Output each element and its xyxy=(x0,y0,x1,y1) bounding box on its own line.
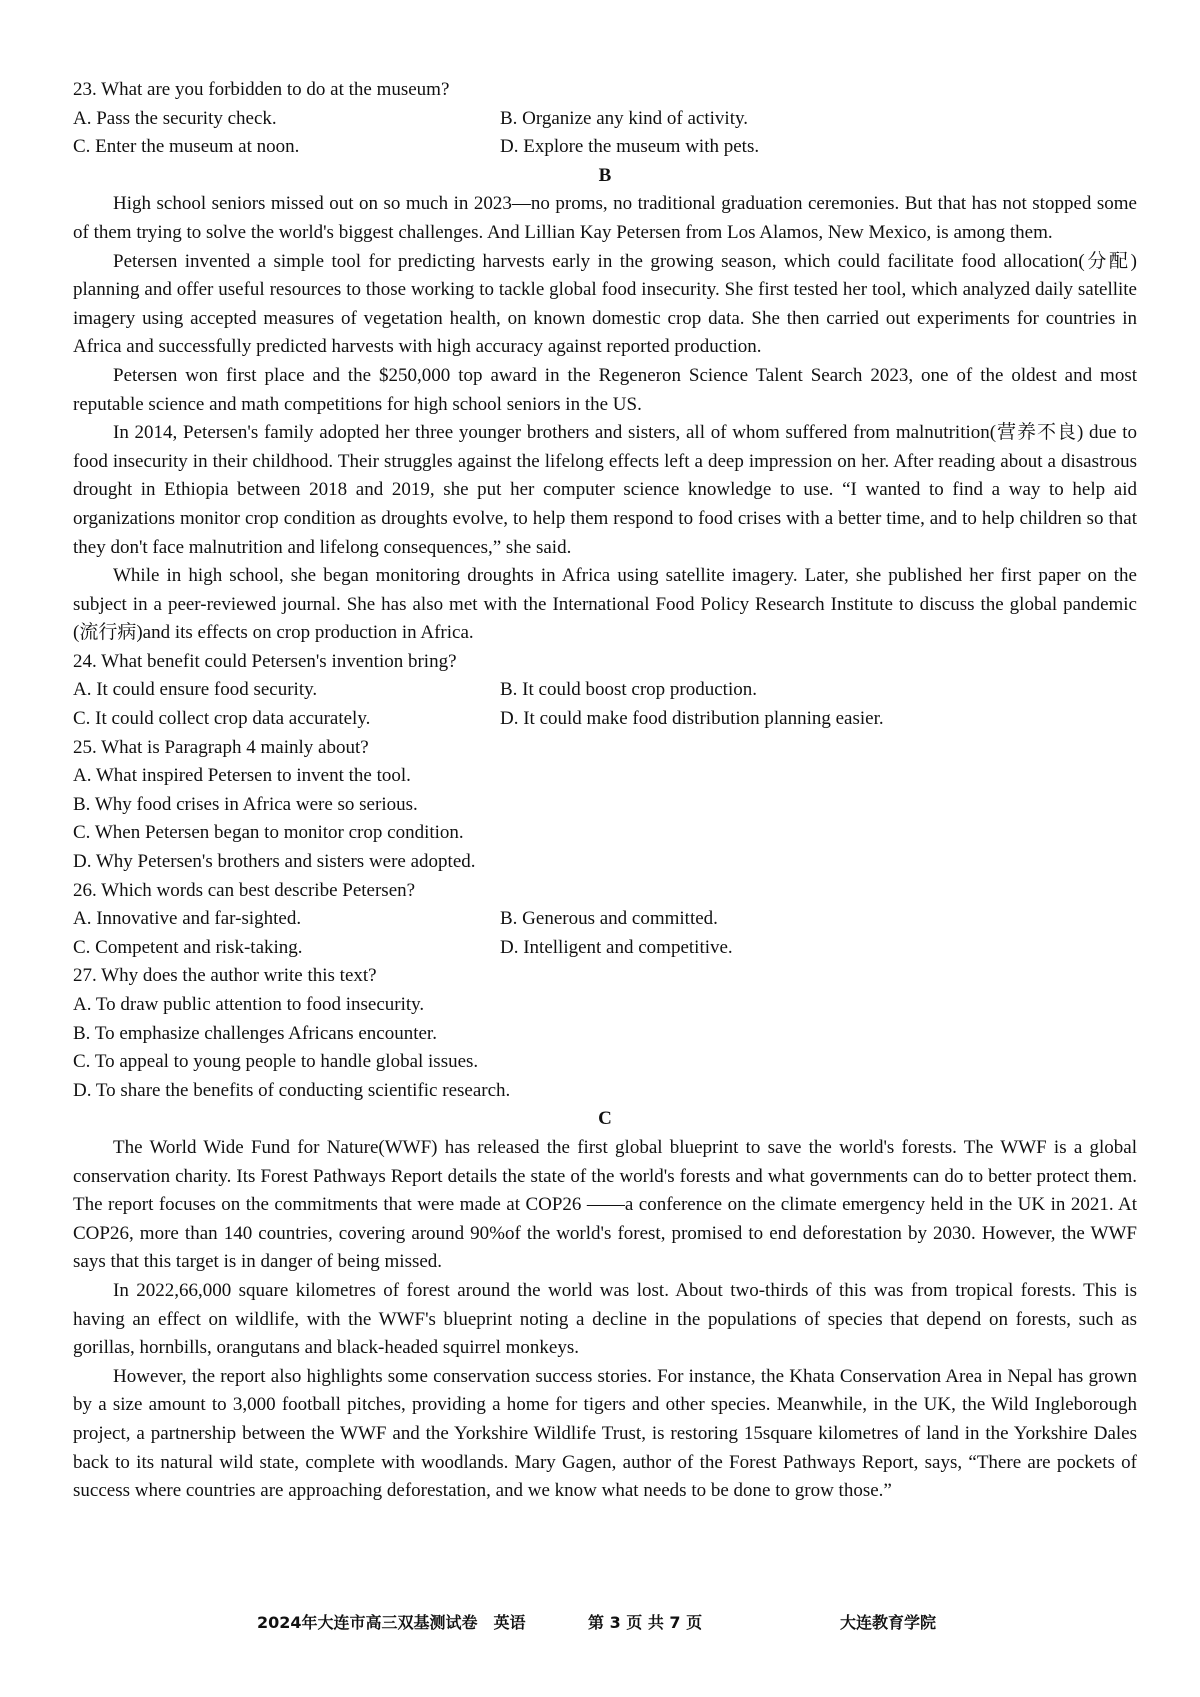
question-25-option-b: B. Why food crises in Africa were so serious. xyxy=(73,793,418,815)
question-25-option-a: A. What inspired Petersen to invent the tool. xyxy=(73,765,411,787)
question-23-option-a: A. Pass the security check. xyxy=(73,107,277,129)
question-24-option-b: B. It could boost crop production. xyxy=(500,679,757,701)
question-26-option-d: D. Intelligent and competitive. xyxy=(500,936,733,958)
section-c-paragraph-3: However, the report also highlights some conservation success stories. For instance, the Khata Conservation Area in Nepal has grown by a size amount to 3,000 football pitches, providing a home for tigers and other species. Meanwhile, in the UK, the Wild Ingleborough project, a partnership between the WWF and the Yorkshire Wildlife Trust, is restoring 15square kilometres of land in the Yorkshire Dales back to its natural wild state, complete with woodlands. Mary Gagen, author of the Forest Pathways Report, says, “There are pockets of success where countries are approaching deforestation, and we know what needs to be done to grow those.” xyxy=(73,1365,1137,1502)
question-24-stem: 24. What benefit could Petersen's invention bring? xyxy=(73,650,457,672)
question-27-option-c: C. To appeal to young people to handle global issues. xyxy=(73,1051,479,1073)
question-24-options-row2 xyxy=(73,705,1137,734)
section-b-paragraph-1: High school seniors missed out on so much in 2023—no proms, no traditional graduation ceremonies. But that has not stopped some of them trying to solve the world's biggest challenges. And Lillian Kay Petersen from Los Alamos, New Mexico, is among them. xyxy=(73,193,1137,243)
section-b-paragraph-5: While in high school, she began monitoring droughts in Africa using satellite imagery. Later, she published her first paper on the subject in a peer-reviewed journal. She has also met with the International Food Policy Research Institute to discuss the global pandemic (流行病)and its effects on crop production in Africa. xyxy=(73,565,1137,644)
question-24-option-c: C. It could collect crop data accurately. xyxy=(73,708,371,730)
footer-page-number: 第 3 页 共 7 页 xyxy=(588,1613,703,1632)
section-b-paragraph-2: Petersen invented a simple tool for predicting harvests early in the growing season, which could facilitate food allocation(分配) planning and offer useful resources to those working to tackle global food insecurity. She first tested her tool, which analyzed daily satellite imagery using accepted measures of vegetation health, on known domestic crop data. She then carried out experiments for countries in Africa and successfully predicted harvests with high accuracy against reported production. xyxy=(73,250,1137,358)
question-23-options-row2 xyxy=(73,133,1137,162)
page-content xyxy=(73,76,1137,1506)
question-23-option-d: D. Explore the museum with pets. xyxy=(500,136,760,158)
footer-organization: 大连教育学院 xyxy=(840,1613,937,1632)
section-b-paragraph-4: In 2014, Petersen's family adopted her three younger brothers and sisters, all of whom suffered from malnutrition(营养不良) due to food insecurity in their childhood. Their struggles against the lifelong effects left a deep impression on her. After reading about a disastrous drought in Ethiopia between 2018 and 2019, she put her computer science knowledge to use. “I wanted to find a way to help aid organizations monitor crop condition as droughts evolve, to help them respond to food crises with a better time, and to help children so that they don't face malnutrition and lifelong consequences,” she said. xyxy=(73,422,1137,558)
question-23-stem: 23. What are you forbidden to do at the museum? xyxy=(73,79,450,100)
question-27-option-b: B. To emphasize challenges Africans encounter. xyxy=(73,1022,437,1044)
question-25-option-c: C. When Petersen began to monitor crop condition. xyxy=(73,822,464,844)
question-27-stem: 27. Why does the author write this text? xyxy=(73,965,377,987)
question-26-option-c: C. Competent and risk-taking. xyxy=(73,936,303,958)
question-23-options-row1 xyxy=(73,105,1137,134)
section-c-paragraph-1: The World Wide Fund for Nature(WWF) has released the first global blueprint to save the world's forests. The WWF is a global conservation charity. Its Forest Pathways Report details the state of the world's forests and what governments can do to better protect them. The report focuses on the commitments that were made at COP26 ——a conference on the climate emergency held in the UK in 2021. At COP26, more than 140 countries, covering around 90%of the world's forest, promised to end deforestation by 2030. However, the WWF says that this target is in danger of being missed. xyxy=(73,1136,1137,1273)
question-23-option-b: B. Organize any kind of activity. xyxy=(500,107,748,129)
question-26-options-row2 xyxy=(73,934,1137,963)
question-25-option-d: D. Why Petersen's brothers and sisters were adopted. xyxy=(73,851,476,873)
question-23-option-c: C. Enter the museum at noon. xyxy=(73,136,300,158)
section-b-paragraph-3: Petersen won first place and the $250,000 top award in the Regeneron Science Talent Search 2023, one of the oldest and most reputable science and math competitions for high school seniors in the US. xyxy=(73,364,1137,415)
question-25-stem: 25. What is Paragraph 4 mainly about? xyxy=(73,736,369,758)
question-26-option-a: A. Innovative and far-sighted. xyxy=(73,908,302,930)
question-27-option-a: A. To draw public attention to food insecurity. xyxy=(73,994,425,1015)
section-b-heading: B xyxy=(598,164,612,186)
section-c-heading: C xyxy=(598,1108,612,1130)
question-24-option-a: A. It could ensure food security. xyxy=(73,679,318,701)
section-c-paragraph-2: In 2022,66,000 square kilometres of forest around the world was lost. About two-thirds of this was from tropical forests. This is having an effect on wildlife, with the WWF's blueprint noting a decline in the populations of species that depend on forests, such as gorillas, hornbills, orangutans and black-headed squirrel monkeys. xyxy=(73,1279,1137,1359)
question-27-option-d: D. To share the benefits of conducting scientific research. xyxy=(73,1079,511,1101)
question-26-options-row1 xyxy=(73,905,1137,934)
question-24-options-row1 xyxy=(73,676,1137,705)
question-26-stem: 26. Which words can best describe Petersen? xyxy=(73,879,416,901)
footer-exam-title: 2024年大连市高三双基测试卷 英语 xyxy=(257,1613,526,1632)
question-24-option-d: D. It could make food distribution planning easier. xyxy=(500,708,884,730)
question-26-option-b: B. Generous and committed. xyxy=(500,908,718,930)
